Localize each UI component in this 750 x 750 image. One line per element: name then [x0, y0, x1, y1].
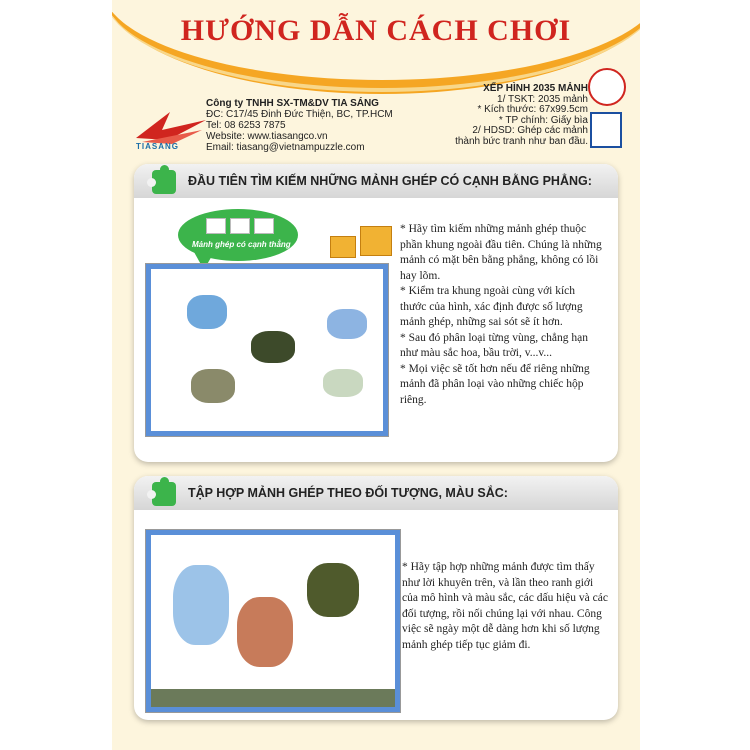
logo-text: TIASANG — [136, 142, 179, 151]
product-usage: 2/ HDSD: Ghép các mảnh — [472, 125, 588, 136]
paragraph: * Hãy tập hợp những mảnh được tìm thấy như lời khuyên trên, và lần theo ranh giới của mô hình và màu sắc, các dấu hiệu và các đối tượng, rồi nối chúng lại với nhau. Công việc sẽ ngày một dễ dàng hơn khi số lượng mảnh ghép tiếp tục giảm đi. — [402, 561, 608, 651]
paragraph: * Hãy tìm kiếm những mảnh ghép thuộc phần khung ngoài đầu tiên. Chúng là những mảnh có mặt bên bằng phẳng, không có lồi hay lõm. — [400, 223, 602, 282]
company-name: Công ty TNHH SX-TM&DV TIA SÁNG — [206, 98, 379, 109]
product-info — [438, 84, 588, 147]
section-heading: ĐẦU TIÊN TÌM KIẾM NHỮNG MẢNH GHÉP CÓ CẠNH BẰNG PHẲNG: — [188, 174, 592, 188]
piece-cluster-sky — [327, 309, 367, 339]
edge-piece-icon — [230, 218, 250, 234]
piece-cluster-dark — [251, 331, 295, 363]
box-icon — [330, 236, 356, 258]
piece-cluster-sky — [173, 565, 229, 645]
product-usage-cont: thành bức tranh như ban đầu. — [455, 135, 588, 147]
page-title: HƯỚNG DẪN CÁCH CHƠI — [180, 14, 572, 47]
company-website: Website: www.tiasangco.vn — [206, 131, 328, 142]
section-group-by-color — [134, 476, 618, 720]
quality-badge-icon — [588, 68, 626, 106]
product-spec-material: * TP chính: Giấy bìa — [498, 114, 588, 126]
edge-piece-icon — [206, 218, 226, 234]
bottom-edge-strip — [151, 689, 395, 707]
company-info — [206, 98, 393, 153]
product-title: XẾP HÌNH 2035 MẢNH — [483, 83, 588, 94]
section-flat-edges — [134, 164, 618, 462]
piece-cluster-flowers — [237, 597, 293, 667]
piece-cluster-grey — [191, 369, 235, 403]
product-spec-size: * Kích thước: 67x99.5cm — [477, 104, 588, 115]
company-email: Email: tiasang@vietnampuzzle.com — [206, 142, 365, 153]
section-header — [134, 164, 618, 198]
company-address: ĐC: C17/45 Đinh Đức Thiện, BC, TP.HCM — [206, 109, 393, 120]
piece-cluster-tree — [307, 563, 359, 617]
product-spec-pieces: 1/ TSKT: 2035 mảnh — [497, 93, 588, 105]
piece-cluster-blue — [187, 295, 227, 329]
paragraph: * Sau đó phân loại từng vùng, chẳng hạn như màu sắc hoa, bầu trời, v...v... — [400, 331, 588, 359]
puzzle-progress-image — [146, 530, 400, 712]
section-description — [402, 560, 608, 653]
paragraph: * Kiểm tra khung ngoài cùng với kích thước của hình, xác định được số lượng mảnh ghép, những sai sót sẽ ít hơn. — [400, 285, 583, 328]
piece-cluster-light — [323, 369, 363, 397]
section-heading: TẬP HỢP MẢNH GHÉP THEO ĐỐI TƯỢNG, MÀU SẮC: — [188, 486, 508, 500]
puzzle-piece-icon — [152, 170, 176, 194]
paragraph: * Mọi việc sẽ tốt hơn nếu để riêng những mảnh đã phân loại vào những chiếc hộp riêng. — [400, 362, 590, 406]
section-header — [134, 476, 618, 510]
company-tel: Tel: 08 6253 7875 — [206, 120, 286, 131]
box-icon — [360, 226, 392, 256]
edge-piece-icon — [254, 218, 274, 234]
speech-bubble-text: Mảnh ghép có cạnh thẳng — [192, 240, 291, 249]
section-description — [400, 222, 604, 408]
puzzle-piece-icon — [152, 482, 176, 506]
instruction-sheet — [112, 0, 640, 750]
puzzle-frame-image — [146, 264, 388, 436]
quacert-badge-icon — [590, 112, 622, 148]
